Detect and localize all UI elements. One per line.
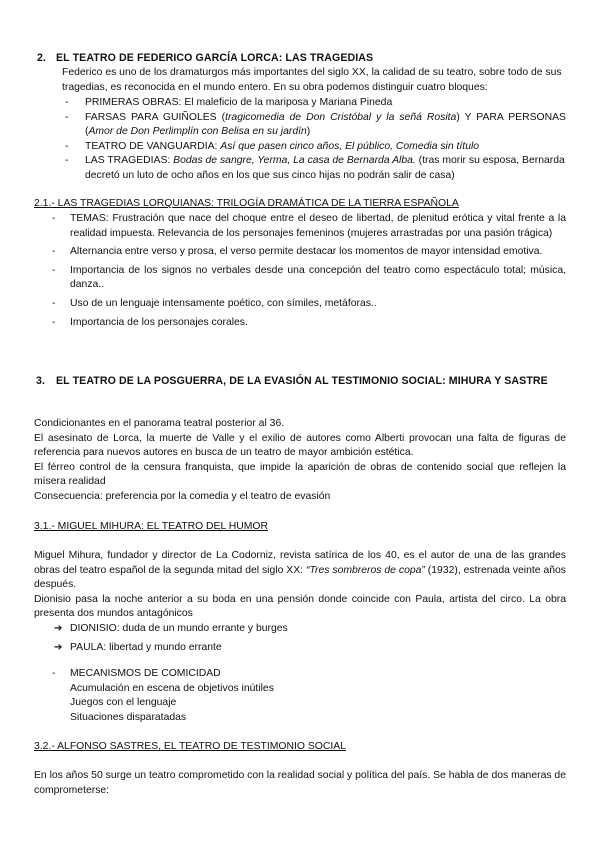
dash-bullet: -: [65, 155, 69, 167]
paragraph: En los años 50 surge un teatro comprometido con la realidad social y política del país. Se habla de dos maneras de comprometerse:: [34, 770, 566, 796]
item-italic: tragicomedia de Don Cristóbal y la señá Rosita: [225, 111, 457, 123]
dash-bullet: -: [65, 97, 69, 108]
section-2-1-list: [52, 212, 566, 330]
arrow-item: [54, 622, 554, 637]
list-item: [52, 316, 566, 331]
dash-bullet: -: [52, 297, 56, 309]
list-item: [65, 111, 566, 140]
item-text: Alternancia entre verso y prosa, el verso permite destacar los momentos de mayor intensidad emotiva.: [70, 246, 543, 258]
section-3-1-body: [34, 549, 566, 622]
section-2-number: 2.: [37, 52, 47, 64]
dash-bullet: -: [65, 140, 69, 152]
item-text: El maleficio de la mariposa y Mariana Pineda: [184, 97, 393, 108]
section-2-1-title: 2.1.- LAS TRAGEDIAS LORQUIANAS: TRILOGÍA DRAMÁTICA DE LA TIERRA ESPAÑOLA: [34, 198, 459, 209]
item-text: Uso de un lenguaje intensamente poético, con símiles, metáforas..: [70, 297, 377, 309]
sub-item: Acumulación en escena de objetivos inútiles: [70, 682, 274, 694]
item-text: Importancia de los signos no verbales desde una concepción del teatro como espectáculo total; música, danza..: [70, 264, 566, 291]
item-label: PRIMERAS OBRAS:: [85, 97, 185, 108]
item-italic: Bodas de sangre, Yerma, La casa de Bernarda Alba.: [173, 155, 416, 167]
section-3-number: 3.: [36, 375, 46, 387]
work-title: “Tres sombreros de copa”: [305, 564, 425, 576]
section-2-list: [65, 96, 566, 184]
item-mid: ) Y PARA PERSONAS (: [85, 111, 566, 138]
list-item: [52, 245, 566, 260]
paragraph-text: (1932), estrenada veinte años después.: [34, 564, 566, 591]
item-label: LAS TRAGEDIAS:: [85, 155, 174, 167]
list-item: [65, 96, 566, 111]
item-end: ): [306, 126, 311, 138]
paragraph: Dionisio pasa la noche anterior a su boda en una pensión donde coincide con Paula, artista del circo. La obra presenta dos mundos antagónicos: [34, 593, 566, 620]
item-label: FARSAS PARA GUIÑOLES (: [85, 111, 226, 123]
arrow-item: [54, 641, 554, 656]
item-text: Importancia de los personajes corales.: [70, 316, 248, 328]
sub-item: Situaciones disparatadas: [70, 711, 187, 723]
paragraph: Consecuencia: preferencia por la comedia y el teatro de evasión: [34, 490, 331, 502]
item-text: PAULA: libertad y mundo errante: [70, 641, 222, 653]
list-item: [52, 264, 566, 293]
dash-bullet: -: [52, 668, 56, 679]
list-item: [52, 667, 552, 682]
paragraph-text: Miguel Mihura, fundador y director de La Codorniz, revista satírica de los 40, es el autor de una de las grandes obras del teatro español de la segunda mitad del siglo XX:: [34, 550, 566, 576]
paragraph: El asesinato de Lorca, la muerte de Valle y el exilio de autores como Alberti provocan una falta de figuras de referencia para nuevos autores en busca de un teatro de mayor ambición estética.: [34, 432, 566, 459]
dash-bullet: -: [52, 264, 56, 276]
mechanisms-sublist: [52, 682, 552, 726]
dash-bullet: -: [65, 111, 69, 123]
section-3-title: EL TEATRO DE LA POSGUERRA, DE LA EVASIÓN AL TESTIMONIO SOCIAL: MIHURA Y SASTRE: [56, 375, 548, 387]
dash-bullet: -: [52, 246, 56, 258]
section-3-body: [34, 417, 566, 505]
section-3-1-title: 3.1.- MIGUEL MIHURA: EL TEATRO DEL HUMOR: [34, 521, 269, 532]
item-text: DIONISIO: duda de un mundo errante y burges: [70, 623, 288, 634]
dash-bullet: -: [52, 213, 56, 224]
comedy-mechanisms: [52, 667, 552, 725]
arrow-bullet-icon: ➔: [54, 641, 63, 653]
sub-item: Juegos con el lenguaje: [70, 697, 177, 709]
item-italic: Amor de Don Perlimplín con Belisa en su jardín: [88, 126, 307, 138]
arrow-bullet-icon: ➔: [54, 623, 63, 634]
arrow-list: [54, 622, 554, 655]
item-end: (tras morir su esposa, Bernarda decretó un luto de ocho años en los que sus cinco hijas no podrán salir de casa): [85, 155, 565, 181]
paragraph: El férreo control de la censura franquista, que impide la aparición de obras de contenido social que reflejen la mísera realidad: [34, 461, 566, 488]
list-item: [65, 140, 566, 155]
item-label: TEATRO DE VANGUARDIA:: [85, 140, 221, 152]
section-3-2-title: 3.2.- ALFONSO SASTRES, EL TEATRO DE TESTIMONIO SOCIAL: [34, 741, 346, 752]
paragraph: Condicionantes en el panorama teatral posterior al 36.: [34, 418, 285, 429]
section-2-title: EL TEATRO DE FEDERICO GARCÍA LORCA: LAS TRAGEDIAS: [56, 52, 374, 64]
mechanisms-title: MECANISMOS DE COMICIDAD: [70, 668, 221, 679]
list-item: [52, 212, 566, 241]
item-text: TEMAS: Frustración que nace del choque entre el deseo de libertad, de plenitud erótica y vital frente a la realidad impuesta. Relevancia de los personajes femeninos (mujeres arrastradas por una pasión trágica): [70, 213, 566, 239]
paragraph: [34, 549, 566, 593]
list-item: [65, 154, 566, 183]
section-2-intro: Federico es uno de los dramaturgos más importantes del siglo XX, la calidad de su teatro, sobre todo de sus tragedias, es reconocida en el mundo entero. En su obra podemos distinguir cuatro bloques:: [62, 67, 562, 93]
list-item: [52, 297, 566, 312]
item-italic: Así que pasen cinco años, El público, Comedia sin título: [220, 140, 480, 152]
dash-bullet: -: [52, 316, 56, 328]
